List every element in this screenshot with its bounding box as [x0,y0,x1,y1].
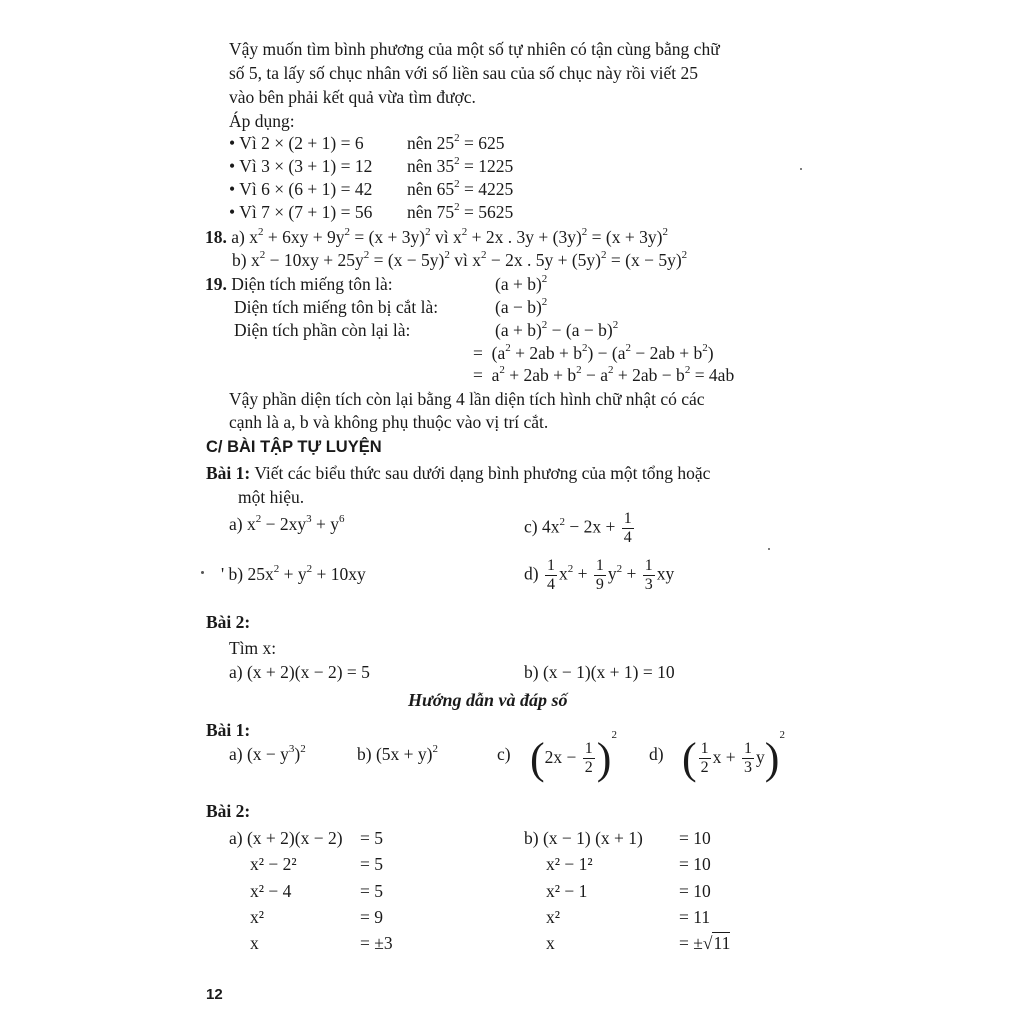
answer-c-label: c) [497,744,511,764]
expr-result: = $a^2 + 2ab + b^2 - a^2 + 2ab - b^2 = 4ab$ [473,364,735,385]
answer-d-label: d) [649,744,664,764]
exercise-19-line-2: Diện tích miếng tôn bị cắt là: [234,297,439,317]
exercise-18-a: 18. a) $x^2 + 6xy + 9y^2 = (x + 3y)^2$ vì $x^2 + 2x$ . $3y + (3y)^2 = (x + 3y)^2$ [205,226,668,247]
b-row-left: x² − 1² [546,854,593,874]
b-row-right: = 10 [679,854,711,874]
exercise-18-b: b) $x^2 - 10xy + 25y^2 = (x - 5y)^2$ vì $x^2 - 2x$ . $5y + (5y)^2 = (x - 5y)^2$ [232,249,688,270]
bullet-result: nên $25^2 = 625$ [407,132,505,153]
page-number: 12 [206,986,223,1003]
bai1-b: ' b) $25x^2 + y^2 + 10xy$ [221,563,366,584]
exercise-number: 18. [205,227,227,247]
bai1-c: c) $4x^2 - 2x$ + $\frac{1}{4}$ [524,510,632,546]
expr-expand: = $(a^2 + 2ab + b^2) - (a^2 - 2ab + b^2)$ [473,342,714,363]
a-row-left: x² − 2² [250,854,297,874]
scan-speck [768,548,770,550]
a-row-right: = 9 [360,907,383,927]
a-row-left: x² − 4 [250,881,292,901]
bullet-result: nên $65^2 = 4225$ [407,178,514,199]
bullet-item: • Vì 3 × (3 + 1) = 12 [229,156,373,176]
b-row-left: x² − 1 [546,881,588,901]
a-row-left: a) (x + 2)(x − 2) [229,828,343,848]
intro-line-2: số 5, ta lấy số chục nhân với số liền sau của số chục này rồi viết 25 [229,63,699,83]
bai1-d: d) $\frac{1}{4}$ $x^2$ + $\frac{1}{9}$ $y^2$ + $\frac{1}{3}$ xy [524,557,675,593]
b-row-right: = ±√11 [679,933,731,953]
a-row-right: = 5 [360,854,383,874]
answer-b: b) $(5x + y)^2$ [357,743,438,764]
bullet-result: nên $35^2 = 1225$ [407,155,514,176]
intro-line-3: vào bên phải kết quả vừa tìm được. [229,87,476,107]
a-row-right: = 5 [360,881,383,901]
exercise-19-line-1: 19. Diện tích miếng tôn là: [205,274,393,294]
answer-a: a) $(x - y^3)^2$ [229,743,306,764]
expr-a-minus-b-sq: $(a - b)^2$ [495,296,548,317]
stray-dot [201,571,204,574]
guide-title: Hướng dẫn và đáp số [408,690,568,710]
answer-d: ( $\frac{1}{2}$ x + $\frac{1}{3}$ y)$^2$ [682,729,785,783]
guide-bai2-label: Bài 2: [206,801,251,821]
expr-diff: $(a + b)^2 - (a - b)^2$ [495,319,619,340]
expr-a-plus-b-sq: $(a + b)^2$ [495,273,548,294]
bullet-item: • Vì 2 × (2 + 1) = 6 [229,133,364,153]
bai1-line-1: Bài 1: Viết các biểu thức sau dưới dạng bình phương của một tổng hoặc [206,463,711,483]
bai2-b: b) (x − 1)(x + 1) = 10 [524,662,675,682]
a-row-right: = ±3 [360,933,393,953]
guide-bai1-label: Bài 1: [206,720,251,740]
a-row-left: x² [250,907,264,927]
conclusion-line-2: cạnh là a, b và không phụ thuộc vào vị trí cắt. [229,412,549,432]
apply-label: Áp dụng: [229,111,295,131]
bullet-result: nên $75^2 = 5625$ [407,201,514,222]
bai1-line-2: một hiệu. [238,487,305,507]
bai2-label: Bài 2: [206,612,251,632]
b-row-right: = 10 [679,881,711,901]
answer-c: (2x − $\frac{1}{2}$ )$^2$ [530,729,617,783]
bai2-text: Tìm x: [229,638,277,658]
a-row-left: x [250,933,259,953]
a-row-right: = 5 [360,828,383,848]
b-row-left: b) (x − 1) (x + 1) [524,828,643,848]
intro-line-1: Vậy muốn tìm bình phương của một số tự nhiên có tận cùng bằng chữ [229,39,720,59]
scan-speck [800,168,802,170]
sqrt-value: 11 [713,933,731,953]
bullet-item: • Vì 7 × (7 + 1) = 56 [229,202,373,222]
bullet-item: • Vì 6 × (6 + 1) = 42 [229,179,373,199]
conclusion-line-1: Vậy phần diện tích còn lại bằng 4 lần diện tích hình chữ nhật có các [229,389,705,409]
bai2-a: a) (x + 2)(x − 2) = 5 [229,662,370,682]
exercise-19-line-3: Diện tích phần còn lại là: [234,320,411,340]
section-title: C/ BÀI TẬP TỰ LUYỆN [206,438,382,456]
b-row-left: x² [546,907,560,927]
b-row-left: x [546,933,555,953]
b-row-right: = 11 [679,907,711,927]
b-row-right: = 10 [679,828,711,848]
bai1-a: a) $x^2 - 2xy^3 + y^6$ [229,513,345,534]
